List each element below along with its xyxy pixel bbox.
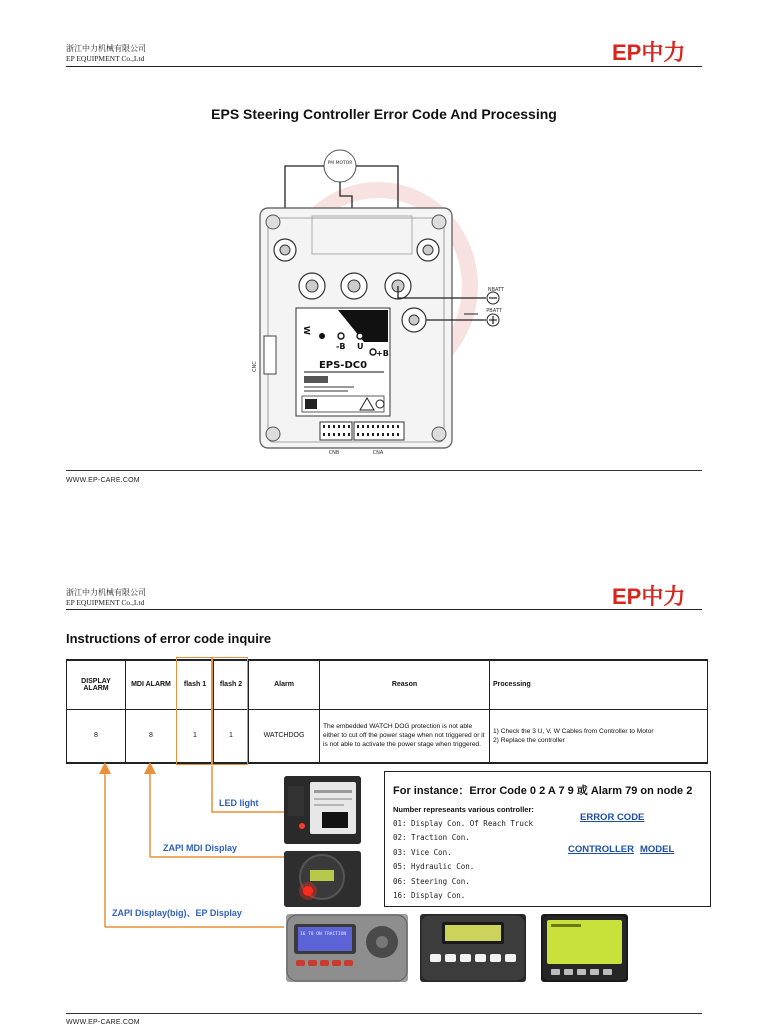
list-item: 01: Display Con. Of Reach Truck: [393, 819, 533, 828]
ep-display-photo-2: [541, 914, 628, 982]
col-header-flash-1: flash 1: [177, 660, 214, 709]
cell-mdi-alarm: 8: [126, 709, 177, 763]
cnb-label: CNB: [328, 450, 340, 456]
led-light-photo: [284, 776, 361, 844]
list-item: 03: Vice Con.: [393, 847, 452, 857]
col-header-processing: Processing: [490, 660, 708, 709]
col-header-flash-2: flash 2: [214, 660, 249, 709]
terminal-minus-b-label: -B: [336, 342, 346, 351]
header-rule: [66, 66, 702, 67]
company-logo: [612, 38, 694, 66]
flash-columns-divider: [211, 657, 213, 765]
zapi-big-display-photo: [286, 914, 408, 982]
page-1: [0, 0, 768, 500]
mdi-display-photo: [284, 851, 361, 907]
company-name-en: EP EQUIPMENT Co.,Ltd: [66, 598, 145, 607]
processing-step-1: 1) Check the 3 U, V, W Cables from Controller to Motor: [493, 727, 654, 735]
table-row: [67, 709, 708, 763]
error-code-tag: ERROR CODE: [580, 812, 645, 823]
cell-display-alarm: 8: [67, 709, 126, 763]
company-logo: [612, 582, 694, 610]
cna-label: CNA: [372, 450, 384, 456]
list-item: 06: Steering Con.: [393, 876, 470, 886]
led-light-label: LED light: [219, 798, 259, 808]
cell-processing: [490, 709, 708, 763]
page-2: [0, 572, 768, 1024]
motor-label: PM MOTOR: [327, 161, 353, 166]
controller-number-list: [393, 817, 533, 903]
logo-text: EP中力: [612, 584, 686, 609]
cell-flash-2: 1: [214, 709, 249, 763]
controller-tag: CONTROLLER: [568, 844, 634, 855]
footer-rule: [66, 470, 702, 471]
company-name-cn: 浙江中力机械有限公司: [66, 44, 146, 53]
zapi-big-display-label: ZAPI Display(big)、EP Display: [112, 908, 242, 918]
ep-display-photo: [420, 914, 526, 982]
footer-url[interactable]: WWW.EP-CARE.COM: [66, 1019, 140, 1024]
cell-alarm: WATCHDOG: [249, 709, 320, 763]
controller-wiring-diagram: [238, 146, 528, 460]
col-header-reason: Reason: [320, 660, 490, 709]
company-name-cn: 浙江中力机械有限公司: [66, 588, 146, 597]
section-title: Instructions of error code inquire: [66, 631, 272, 646]
footer-url[interactable]: WWW.EP-CARE.COM: [66, 477, 140, 484]
col-header-alarm: Alarm: [249, 660, 320, 709]
footer-rule: [66, 1013, 702, 1014]
terminal-plus-b-label: +B: [376, 349, 389, 358]
example-subheading: Number represeants various controller:: [393, 805, 534, 814]
error-code-example-box: [384, 771, 711, 907]
company-name-en: EP EQUIPMENT Co.,Ltd: [66, 54, 145, 63]
header-rule: [66, 609, 702, 610]
zapi-mdi-label: ZAPI MDI Display: [163, 843, 238, 853]
motor-icon: [324, 150, 356, 182]
processing-step-2: 2) Replace the controller: [493, 736, 565, 744]
page-title: EPS Steering Controller Error Code And Processing: [211, 106, 557, 122]
model-tag: MODEL: [640, 844, 675, 855]
nbatt-label: NBATT: [487, 287, 505, 293]
display-screen-text: 16 78 ON TRACTION: [300, 932, 347, 937]
cnc-label: CNC: [252, 361, 258, 372]
logo-text: EP中力: [612, 40, 686, 65]
list-item: 02: Traction Con.: [393, 833, 470, 843]
terminal-w-label: W: [302, 326, 311, 335]
col-header-mdi-alarm: MDI ALARM: [126, 660, 177, 709]
cell-reason: The embedded WATCH DOG protection is not able either to cut off the power stage when not triggered or it is not able to activate the power stage when triggered.: [320, 709, 490, 763]
col-header-display-alarm: DISPLAY ALARM: [67, 660, 126, 709]
terminal-u-label: U: [357, 342, 364, 351]
list-item: 05: Hydraulic Con.: [393, 862, 475, 872]
cell-flash-1: 1: [177, 709, 214, 763]
list-item: 16: Display Con.: [393, 891, 466, 901]
pbatt-label: PBATT: [486, 308, 502, 314]
example-heading: For instance：Error Code 0 2 A 7 9 或 Alarm 79 on node 2: [393, 785, 693, 797]
controller-model-label: EPS-DC0: [318, 360, 368, 371]
table-header-row: [67, 660, 708, 709]
error-code-table: [66, 659, 708, 764]
